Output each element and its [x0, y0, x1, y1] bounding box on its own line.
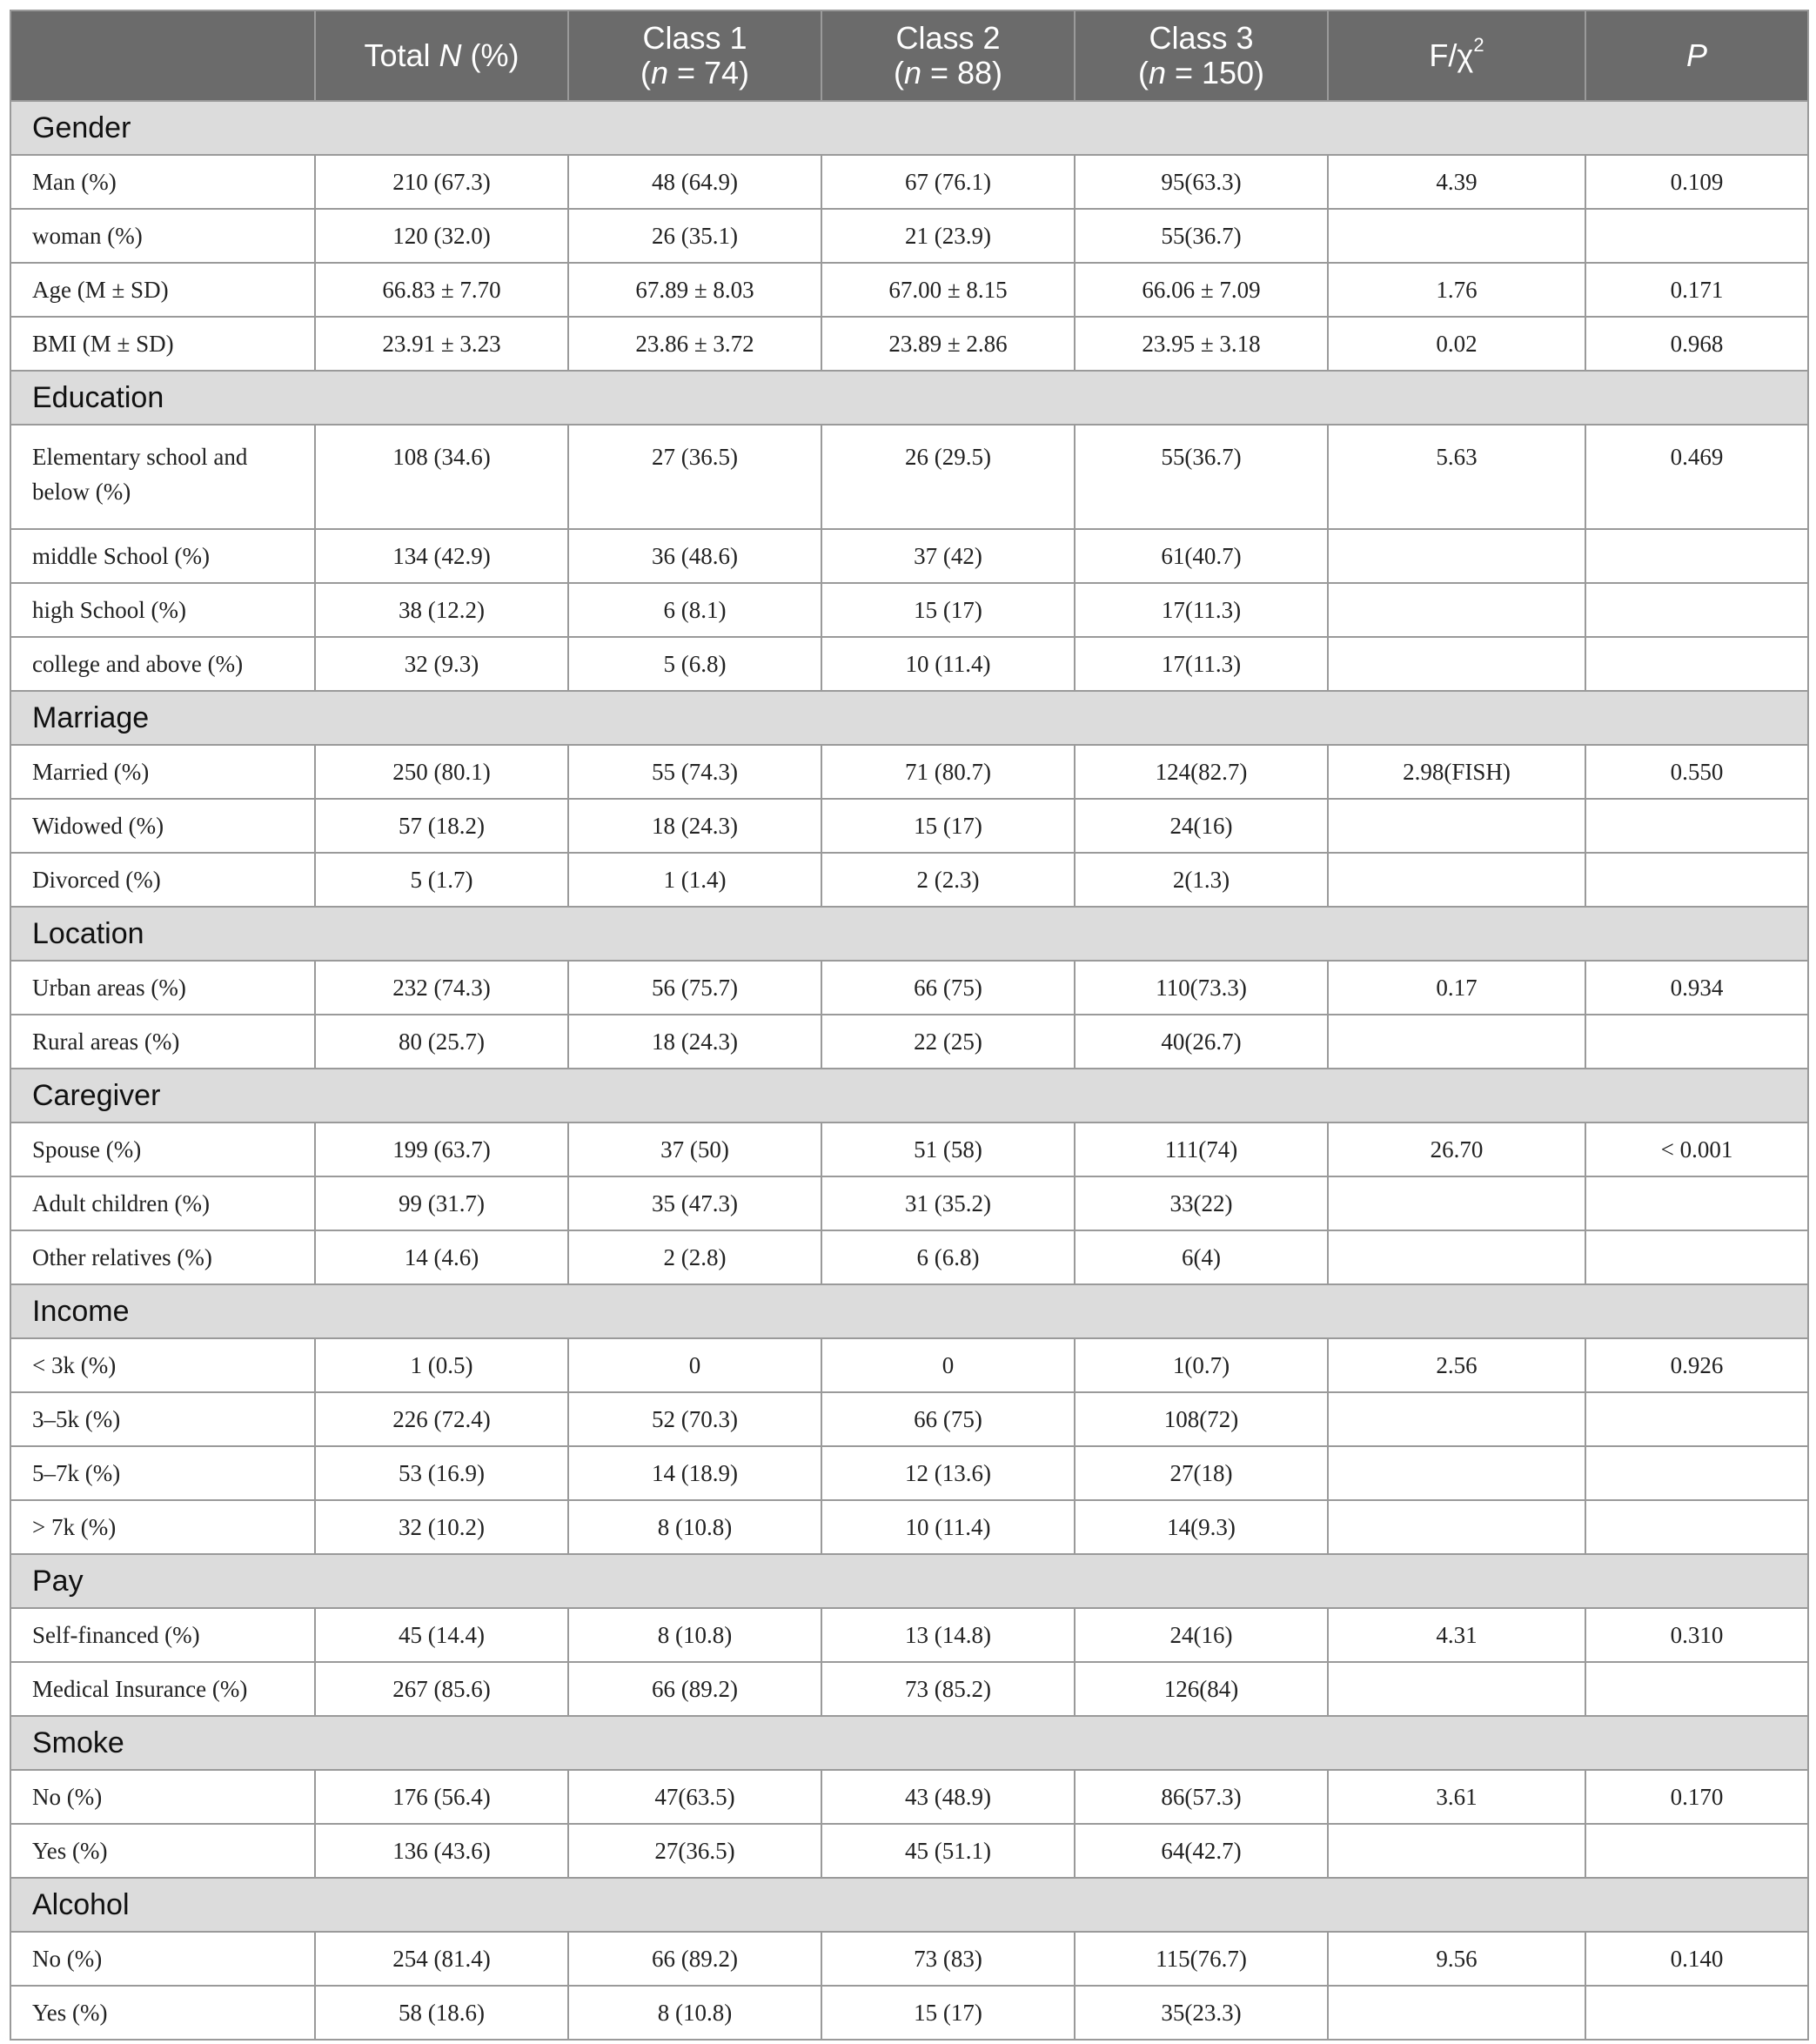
p-value-cell: 0.968	[1585, 317, 1808, 371]
p-value-cell: 0.550	[1585, 745, 1808, 799]
p-value-cell	[1585, 853, 1808, 907]
class1-cell: 66 (89.2)	[568, 1932, 821, 1986]
table-row	[10, 1338, 1808, 1392]
class3-cell: 17(11.3)	[1075, 583, 1328, 637]
class1-cell: 26 (35.1)	[568, 209, 821, 263]
class3-cell: 23.95 ± 3.18	[1075, 317, 1328, 371]
total-cell: 199 (63.7)	[315, 1123, 568, 1176]
demographics-table	[10, 10, 1809, 2041]
class2-cell: 67 (76.1)	[821, 155, 1075, 209]
section-row-pay	[10, 1554, 1808, 1608]
table-row	[10, 1662, 1808, 1716]
total-cell: 58 (18.6)	[315, 1986, 568, 2040]
class1-cell: 8 (10.8)	[568, 1986, 821, 2040]
header-class2-count: = 88)	[921, 55, 1003, 90]
class3-cell: 6(4)	[1075, 1230, 1328, 1284]
row-label: Medical Insurance (%)	[10, 1662, 315, 1716]
class3-cell: 27(18)	[1075, 1446, 1328, 1500]
p-value-cell: 0.140	[1585, 1932, 1808, 1986]
total-cell: 120 (32.0)	[315, 209, 568, 263]
section-row-alcohol	[10, 1878, 1808, 1932]
header-class3-label: Class 3	[1149, 20, 1254, 56]
statistic-cell	[1328, 1230, 1585, 1284]
class3-cell: 1(0.7)	[1075, 1338, 1328, 1392]
header-class3-n: n	[1148, 55, 1166, 90]
row-label: 5–7k (%)	[10, 1446, 315, 1500]
total-cell: 53 (16.9)	[315, 1446, 568, 1500]
class3-cell: 64(42.7)	[1075, 1824, 1328, 1878]
class3-cell: 66.06 ± 7.09	[1075, 263, 1328, 317]
class2-cell: 22 (25)	[821, 1015, 1075, 1069]
statistic-cell: 9.56	[1328, 1932, 1585, 1986]
class2-cell: 13 (14.8)	[821, 1608, 1075, 1662]
class3-cell: 61(40.7)	[1075, 529, 1328, 583]
row-label: Elementary school and below (%)	[10, 425, 315, 529]
total-cell: 134 (42.9)	[315, 529, 568, 583]
row-label: middle School (%)	[10, 529, 315, 583]
section-row-smoke	[10, 1716, 1808, 1770]
row-label: woman (%)	[10, 209, 315, 263]
class3-cell: 126(84)	[1075, 1662, 1328, 1716]
total-cell: 254 (81.4)	[315, 1932, 568, 1986]
header-class2	[821, 10, 1075, 101]
statistic-cell	[1328, 529, 1585, 583]
header-class1-n: n	[650, 55, 668, 90]
statistic-cell: 5.63	[1328, 425, 1585, 529]
statistic-cell: 26.70	[1328, 1123, 1585, 1176]
class2-cell: 23.89 ± 2.86	[821, 317, 1075, 371]
p-value-cell	[1585, 209, 1808, 263]
statistic-cell	[1328, 637, 1585, 691]
header-class1-label: Class 1	[642, 20, 747, 56]
table-row	[10, 853, 1808, 907]
class1-cell: 14 (18.9)	[568, 1446, 821, 1500]
section-title: Gender	[10, 101, 1808, 155]
statistic-cell	[1328, 1986, 1585, 2040]
class2-cell: 0	[821, 1338, 1075, 1392]
total-cell: 45 (14.4)	[315, 1608, 568, 1662]
table-row	[10, 1608, 1808, 1662]
header-class3	[1075, 10, 1328, 101]
class1-cell: 8 (10.8)	[568, 1608, 821, 1662]
header-class2-n: n	[903, 55, 921, 90]
class1-cell: 35 (47.3)	[568, 1176, 821, 1230]
p-value-cell	[1585, 1986, 1808, 2040]
total-cell: 38 (12.2)	[315, 583, 568, 637]
class3-cell: 55(36.7)	[1075, 209, 1328, 263]
table-row	[10, 425, 1808, 529]
class1-cell: 66 (89.2)	[568, 1662, 821, 1716]
class3-cell: 24(16)	[1075, 1608, 1328, 1662]
class2-cell: 73 (83)	[821, 1932, 1075, 1986]
class1-cell: 55 (74.3)	[568, 745, 821, 799]
table-row	[10, 1392, 1808, 1446]
class1-cell: 8 (10.8)	[568, 1500, 821, 1554]
table-row	[10, 1500, 1808, 1554]
section-title: Alcohol	[10, 1878, 1808, 1932]
class3-cell: 24(16)	[1075, 799, 1328, 853]
class2-cell: 67.00 ± 8.15	[821, 263, 1075, 317]
p-value-cell: 0.934	[1585, 961, 1808, 1015]
p-value-cell	[1585, 1230, 1808, 1284]
statistic-cell	[1328, 583, 1585, 637]
p-value-cell	[1585, 1392, 1808, 1446]
row-label: college and above (%)	[10, 637, 315, 691]
total-cell: 226 (72.4)	[315, 1392, 568, 1446]
total-cell: 14 (4.6)	[315, 1230, 568, 1284]
class3-cell: 14(9.3)	[1075, 1500, 1328, 1554]
class2-cell: 26 (29.5)	[821, 425, 1075, 529]
class3-cell: 86(57.3)	[1075, 1770, 1328, 1824]
p-value-cell: 0.926	[1585, 1338, 1808, 1392]
section-row-caregiver	[10, 1069, 1808, 1123]
class3-cell: 17(11.3)	[1075, 637, 1328, 691]
class1-cell: 27 (36.5)	[568, 425, 821, 529]
class1-cell: 48 (64.9)	[568, 155, 821, 209]
row-label: Man (%)	[10, 155, 315, 209]
statistic-cell	[1328, 853, 1585, 907]
class2-cell: 10 (11.4)	[821, 1500, 1075, 1554]
statistic-cell	[1328, 1662, 1585, 1716]
total-cell: 32 (10.2)	[315, 1500, 568, 1554]
class2-cell: 2 (2.3)	[821, 853, 1075, 907]
class2-cell: 51 (58)	[821, 1123, 1075, 1176]
p-value-cell	[1585, 1176, 1808, 1230]
row-label: Age (M ± SD)	[10, 263, 315, 317]
class2-cell: 31 (35.2)	[821, 1176, 1075, 1230]
p-value-cell	[1585, 1500, 1808, 1554]
class1-cell: 36 (48.6)	[568, 529, 821, 583]
header-empty-cell	[10, 10, 315, 101]
class1-cell: 2 (2.8)	[568, 1230, 821, 1284]
total-cell: 232 (74.3)	[315, 961, 568, 1015]
row-label: Self-financed (%)	[10, 1608, 315, 1662]
class3-cell: 55(36.7)	[1075, 425, 1328, 529]
total-cell: 5 (1.7)	[315, 853, 568, 907]
statistic-cell	[1328, 209, 1585, 263]
header-total-suffix: (%)	[461, 37, 519, 73]
header-class2-open: (	[893, 55, 904, 90]
total-cell: 32 (9.3)	[315, 637, 568, 691]
table-row	[10, 317, 1808, 371]
p-value-cell: < 0.001	[1585, 1123, 1808, 1176]
class3-cell: 35(23.3)	[1075, 1986, 1328, 2040]
class1-cell: 18 (24.3)	[568, 1015, 821, 1069]
table-row	[10, 155, 1808, 209]
row-label: < 3k (%)	[10, 1338, 315, 1392]
statistic-cell: 4.31	[1328, 1608, 1585, 1662]
header-class1-count: = 74)	[667, 55, 750, 90]
statistic-cell	[1328, 1500, 1585, 1554]
class2-cell: 6 (6.8)	[821, 1230, 1075, 1284]
table-row	[10, 1015, 1808, 1069]
class1-cell: 27(36.5)	[568, 1824, 821, 1878]
section-title: Location	[10, 907, 1808, 961]
class3-cell: 33(22)	[1075, 1176, 1328, 1230]
table-row	[10, 1176, 1808, 1230]
p-value-cell	[1585, 583, 1808, 637]
p-value-cell	[1585, 799, 1808, 853]
header-statistic-label: F/χ	[1429, 37, 1474, 73]
class3-cell: 108(72)	[1075, 1392, 1328, 1446]
class1-cell: 47(63.5)	[568, 1770, 821, 1824]
header-class3-open: (	[1137, 55, 1149, 90]
statistic-cell: 0.02	[1328, 317, 1585, 371]
table-row	[10, 1824, 1808, 1878]
p-value-cell: 0.109	[1585, 155, 1808, 209]
class3-cell: 115(76.7)	[1075, 1932, 1328, 1986]
class2-cell: 15 (17)	[821, 1986, 1075, 2040]
class3-cell: 2(1.3)	[1075, 853, 1328, 907]
class2-cell: 15 (17)	[821, 799, 1075, 853]
p-value-cell	[1585, 1015, 1808, 1069]
table-row	[10, 1770, 1808, 1824]
class1-cell: 67.89 ± 8.03	[568, 263, 821, 317]
header-class3-count: = 150)	[1165, 55, 1265, 90]
total-cell: 1 (0.5)	[315, 1338, 568, 1392]
p-value-cell: 0.310	[1585, 1608, 1808, 1662]
table-body	[10, 101, 1808, 2040]
row-label: Rural areas (%)	[10, 1015, 315, 1069]
header-statistic-sup: 2	[1473, 34, 1484, 56]
statistic-cell: 3.61	[1328, 1770, 1585, 1824]
total-cell: 210 (67.3)	[315, 155, 568, 209]
section-row-education	[10, 371, 1808, 425]
table-row	[10, 263, 1808, 317]
p-value-cell: 0.170	[1585, 1770, 1808, 1824]
class2-cell: 37 (42)	[821, 529, 1075, 583]
p-value-cell	[1585, 529, 1808, 583]
class2-cell: 73 (85.2)	[821, 1662, 1075, 1716]
table-row	[10, 637, 1808, 691]
class1-cell: 56 (75.7)	[568, 961, 821, 1015]
statistic-cell	[1328, 1824, 1585, 1878]
class3-cell: 111(74)	[1075, 1123, 1328, 1176]
row-label: 3–5k (%)	[10, 1392, 315, 1446]
row-label: Spouse (%)	[10, 1123, 315, 1176]
class1-cell: 37 (50)	[568, 1123, 821, 1176]
table-row	[10, 529, 1808, 583]
section-row-gender	[10, 101, 1808, 155]
row-label: > 7k (%)	[10, 1500, 315, 1554]
total-cell: 108 (34.6)	[315, 425, 568, 529]
statistic-cell	[1328, 1392, 1585, 1446]
class2-cell: 45 (51.1)	[821, 1824, 1075, 1878]
class2-cell: 21 (23.9)	[821, 209, 1075, 263]
class2-cell: 12 (13.6)	[821, 1446, 1075, 1500]
table-row	[10, 1932, 1808, 1986]
class3-cell: 110(73.3)	[1075, 961, 1328, 1015]
statistic-cell: 2.98(FISH)	[1328, 745, 1585, 799]
row-label: No (%)	[10, 1932, 315, 1986]
table-row	[10, 1986, 1808, 2040]
p-value-cell	[1585, 1446, 1808, 1500]
header-statistic	[1328, 10, 1585, 101]
total-cell: 99 (31.7)	[315, 1176, 568, 1230]
total-cell: 250 (80.1)	[315, 745, 568, 799]
class3-cell: 40(26.7)	[1075, 1015, 1328, 1069]
statistic-cell	[1328, 799, 1585, 853]
section-title: Pay	[10, 1554, 1808, 1608]
total-cell: 136 (43.6)	[315, 1824, 568, 1878]
total-cell: 267 (85.6)	[315, 1662, 568, 1716]
p-value-cell: 0.469	[1585, 425, 1808, 529]
row-label: Other relatives (%)	[10, 1230, 315, 1284]
statistic-cell: 2.56	[1328, 1338, 1585, 1392]
statistic-cell: 0.17	[1328, 961, 1585, 1015]
statistic-cell: 4.39	[1328, 155, 1585, 209]
header-total	[315, 10, 568, 101]
p-value-cell	[1585, 637, 1808, 691]
table-row	[10, 583, 1808, 637]
table-row	[10, 961, 1808, 1015]
statistic-cell: 1.76	[1328, 263, 1585, 317]
total-cell: 176 (56.4)	[315, 1770, 568, 1824]
table-row	[10, 799, 1808, 853]
section-title: Caregiver	[10, 1069, 1808, 1123]
total-cell: 57 (18.2)	[315, 799, 568, 853]
header-class1-open: (	[640, 55, 651, 90]
class2-cell: 66 (75)	[821, 961, 1075, 1015]
class2-cell: 66 (75)	[821, 1392, 1075, 1446]
class3-cell: 124(82.7)	[1075, 745, 1328, 799]
header-total-n: N	[439, 37, 462, 73]
row-label: Yes (%)	[10, 1824, 315, 1878]
row-label: Adult children (%)	[10, 1176, 315, 1230]
row-label: high School (%)	[10, 583, 315, 637]
statistic-cell	[1328, 1176, 1585, 1230]
class2-cell: 15 (17)	[821, 583, 1075, 637]
section-title: Marriage	[10, 691, 1808, 745]
class1-cell: 23.86 ± 3.72	[568, 317, 821, 371]
row-label: Divorced (%)	[10, 853, 315, 907]
class1-cell: 18 (24.3)	[568, 799, 821, 853]
header-class1	[568, 10, 821, 101]
header-class2-label: Class 2	[895, 20, 1001, 56]
table-row	[10, 1446, 1808, 1500]
row-label: Yes (%)	[10, 1986, 315, 2040]
p-value-cell	[1585, 1662, 1808, 1716]
class1-cell: 6 (8.1)	[568, 583, 821, 637]
total-cell: 66.83 ± 7.70	[315, 263, 568, 317]
section-row-location	[10, 907, 1808, 961]
p-value-cell	[1585, 1824, 1808, 1878]
statistic-cell	[1328, 1446, 1585, 1500]
section-row-marriage	[10, 691, 1808, 745]
row-label: Widowed (%)	[10, 799, 315, 853]
total-cell: 23.91 ± 3.23	[315, 317, 568, 371]
section-row-income	[10, 1284, 1808, 1338]
row-label: Urban areas (%)	[10, 961, 315, 1015]
class2-cell: 10 (11.4)	[821, 637, 1075, 691]
header-p-value	[1585, 10, 1808, 101]
statistic-cell	[1328, 1015, 1585, 1069]
class1-cell: 52 (70.3)	[568, 1392, 821, 1446]
class1-cell: 0	[568, 1338, 821, 1392]
class3-cell: 95(63.3)	[1075, 155, 1328, 209]
class2-cell: 71 (80.7)	[821, 745, 1075, 799]
header-total-prefix: Total	[364, 37, 439, 73]
table-row	[10, 209, 1808, 263]
table-row	[10, 1230, 1808, 1284]
section-title: Education	[10, 371, 1808, 425]
table-row	[10, 1123, 1808, 1176]
section-title: Smoke	[10, 1716, 1808, 1770]
class2-cell: 43 (48.9)	[821, 1770, 1075, 1824]
table-row	[10, 745, 1808, 799]
header-row	[10, 10, 1808, 101]
class1-cell: 5 (6.8)	[568, 637, 821, 691]
header-p-label: P	[1685, 37, 1707, 73]
total-cell: 80 (25.7)	[315, 1015, 568, 1069]
row-label: No (%)	[10, 1770, 315, 1824]
class1-cell: 1 (1.4)	[568, 853, 821, 907]
row-label: Married (%)	[10, 745, 315, 799]
row-label: BMI (M ± SD)	[10, 317, 315, 371]
p-value-cell: 0.171	[1585, 263, 1808, 317]
section-title: Income	[10, 1284, 1808, 1338]
